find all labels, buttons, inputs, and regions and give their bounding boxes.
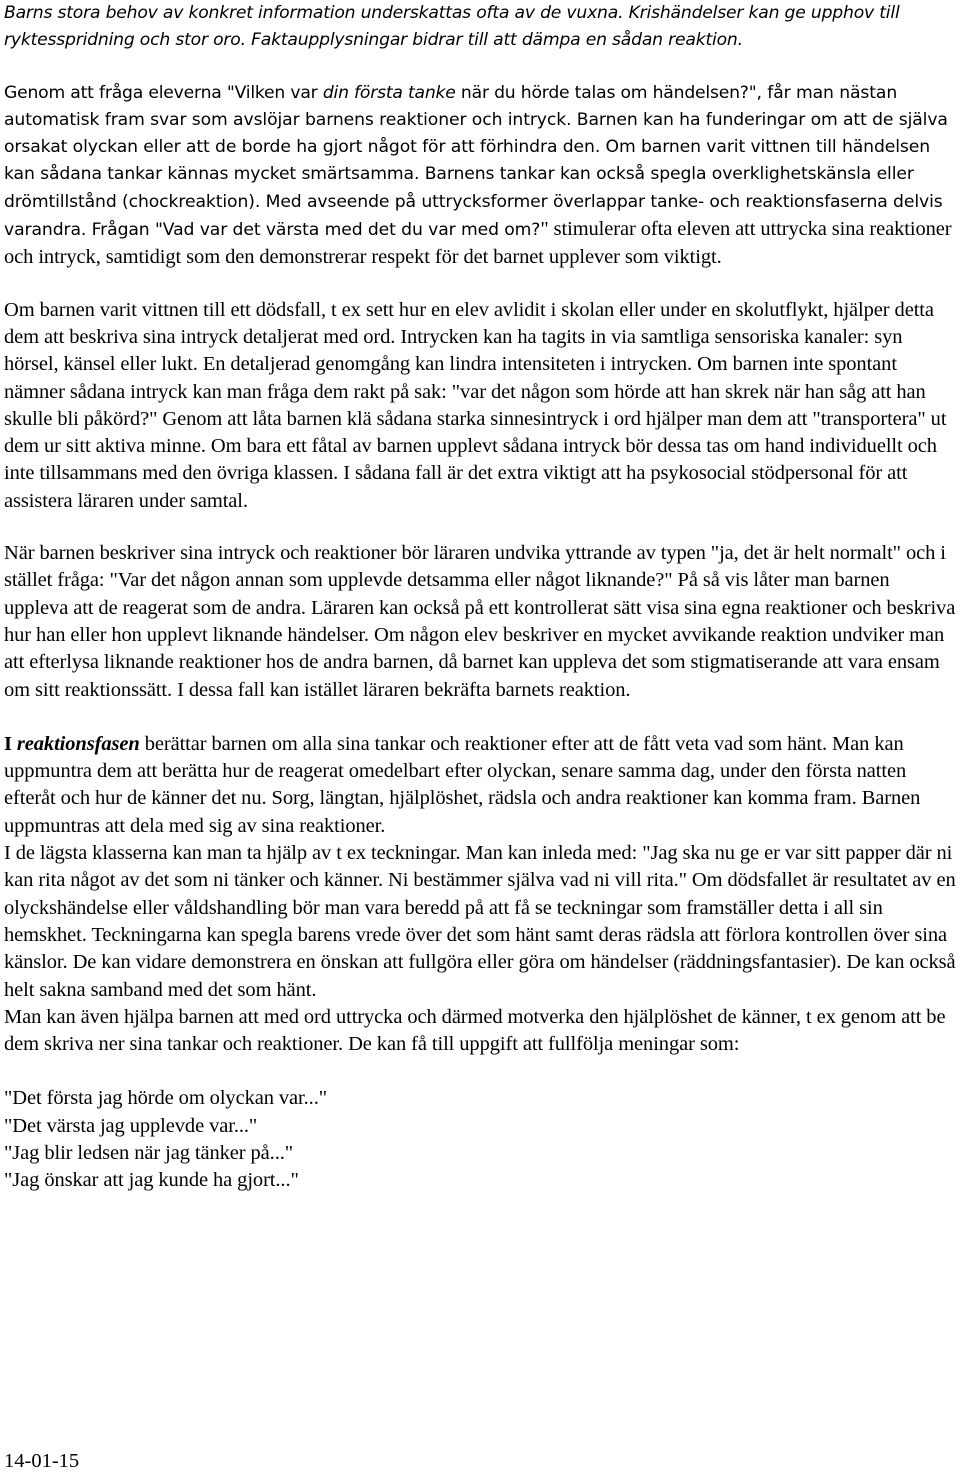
reaction-phase-lead: I bbox=[4, 732, 17, 755]
paragraph-witness bbox=[4, 297, 956, 515]
paragraph-normal bbox=[4, 540, 956, 704]
sentence-starter: "Det första jag hörde om olyckan var..." bbox=[4, 1087, 327, 1110]
normal-text: När barnen beskriver sina intryck och reaktioner bör läraren undvika yttrande av typen "ja, det är helt normalt" och i stället fråga: "Var det någon annan som upplevde detsamma eller något liknande?" På så vis låter man barnen uppleva att de reagerat som de andra. Läraren kan också på ett kontrollerat sätt visa sina egna reaktioner och beskriva hur han eller hon upplevt liknande händelser. Om någon elev beskriver en mycket avvikande reaktion undviker man att efterlysa liknande reaktioner hos de andra barnen, då barnet kan uppleva det som stigmatiserande att vara ensam om sitt reaktionssätt. I dessa fall kan istället läraren bekräfta barnets reaktion. bbox=[4, 542, 956, 701]
document-page bbox=[4, 0, 956, 1195]
first-thought-serif-b: Med avseende på uttrycksformer överlappar tanke- och reaktionsfaserna delvis varandra. Frågan "Vad var det värsta med det du var med om? bbox=[4, 191, 943, 241]
first-thought-serif-c: " stimulerar ofta eleven att uttrycka sina reaktioner och intryck, samtidigt som den demonstrerar respekt för det barnet upplever som viktigt. bbox=[4, 218, 952, 269]
reaction-phase-term: reaktionsfasen bbox=[16, 732, 140, 755]
sentence-starter: "Jag önskar att jag kunde ha gjort..." bbox=[4, 1169, 299, 1192]
paragraph-first-thought bbox=[4, 80, 956, 272]
paragraph-reaction-phase bbox=[4, 731, 956, 840]
first-thought-serif-a: ", får man nästan automatisk fram svar som avslöjar barnens reaktioner och intryck. Barnen kan ha funderingar om att de själva orsakat olyckan eller att de borde ha gjort något för att förhindra den. Om barnen varit vittnen till händelsen kan sådana tankar kännas mycket smärtsamma. Barnens tankar kan också spegla overklighetskänsla eller drömtillstånd (chockreaktion). bbox=[4, 82, 948, 212]
paragraph-drawings bbox=[4, 840, 956, 1004]
sentence-starters-list bbox=[4, 1085, 956, 1194]
footer-date: 14-01-15 bbox=[4, 1450, 80, 1472]
sentence-starter: "Jag blir ledsen när jag tänker på..." bbox=[4, 1141, 294, 1164]
drawings-text: I de lägsta klasserna kan man ta hjälp av t ex teckningar. Man kan inleda med: "Jag ska nu ge er var sitt papper där ni kan rita något av det som ni tänker och känner. Ni bestämmer själva vad ni vill rita." Om dödsfallet är resultatet av en olyckshändelse eller våldshandling bör man vara beredd på att få se teckningar som framställer detta i all sin hemskhet. Teckningarna kan spegla barens vrede över det som hänt samt deras rädsla att förlora kontrollen över sina känslor. De kan vidare demonstrera en önskan att fullgöra eller göra om händelser (räddningsfantasier). De kan också helt sakna samband med det som hänt. bbox=[4, 842, 956, 1001]
intro-text: Barns stora behov av konkret information underskattas ofta av de vuxna. Krishändelser kan ge upphov till ryktesspridning och stor oro. Faktaupplysningar bidrar till att dämpa en sådan reaktion. bbox=[4, 3, 900, 51]
reaction-phase-text: berättar barnen om alla sina tankar och reaktioner efter att de fått veta vad som hänt. Man kan uppmuntra dem att berätta hur de reagerat omedelbart efter olyckan, senare samma dag, under den första natten efteråt och hur de känner det nu. Sorg, längtan, hjälplöshet, rädsla och andra reaktioner kan komma fram. Barnen uppmuntras att dela med sig av sina reaktioner. bbox=[4, 732, 921, 837]
witness-text: Om barnen varit vittnen till ett dödsfall, t ex sett hur en elev avlidit i skolan eller under en skolutflykt, hjälper detta dem att beskriva sina intryck detaljerat med ord. Intrycken kan ha tagits in via samtliga sensoriska kanaler: syn hörsel, känsel eller lukt. En detaljerad genomgång kan lindra intensiteten i intrycken. Om barnen inte spontant nämner sådana intryck kan man fråga dem rakt på sak: "var det någon som hörde att han skrek när han såg att han skulle bli påkörd?" Genom att låta barnen klä sådana starka sinnesintryck i ord hjälper man dem att "transportera" ut dem ur sitt aktiva minne. Om bara ett fåtal av barnen upplevt sådana intryck bör dessa tas om hand individuellt och inte tillsammans med den övriga klassen. I sådana fall är det extra viktigt att ha psykosocial stödpersonal för att assistera läraren under samtal. bbox=[4, 298, 947, 512]
paragraph-words bbox=[4, 1004, 956, 1059]
first-thought-emphasis: din första tanke bbox=[322, 82, 456, 103]
sentence-starter: "Det värsta jag upplevde var..." bbox=[4, 1114, 258, 1137]
paragraph-intro-italic bbox=[4, 0, 956, 55]
first-thought-lead: Genom att fråga eleverna "Vilken var bbox=[4, 82, 323, 103]
words-text: Man kan även hjälpa barnen att med ord uttrycka och därmed motverka den hjälplöshet de känner, t ex genom att be dem skriva ner sina tankar och reaktioner. De kan få till uppgift att fullfölja meningar som: bbox=[4, 1005, 946, 1056]
first-thought-question: när du hörde talas om händelsen? bbox=[455, 82, 749, 103]
